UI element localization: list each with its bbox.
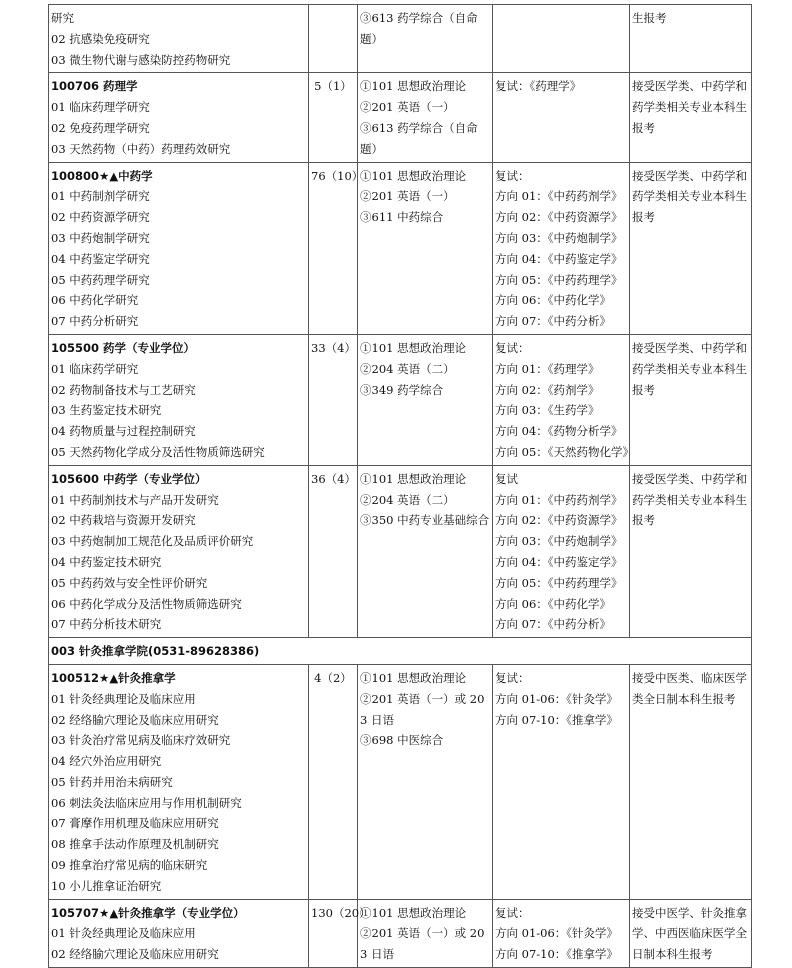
retest-item: 方向 04：《药物分析学》 <box>495 424 623 439</box>
research-direction: 03 生药鉴定技术研究 <box>51 403 162 418</box>
quota-cell <box>309 162 364 334</box>
research-direction: 05 针药并用治未病研究 <box>51 774 173 789</box>
quota-value: 76（10） <box>311 168 364 183</box>
research-direction: 01 针灸经典理论及临床应用 <box>51 926 196 941</box>
retest-item: 方向 06：《中药化学》 <box>495 596 612 611</box>
remark-cell <box>630 664 752 899</box>
major-cell <box>49 5 309 73</box>
research-direction: 06 中药化学研究 <box>51 293 139 308</box>
remark-text: 接受医学类、中药学和药学类相关专业本科生报考 <box>632 168 747 225</box>
research-direction: 05 天然药物化学成分及活性物质筛选研究 <box>51 444 265 459</box>
research-direction: 01 中药制剂技术与产品开发研究 <box>51 492 219 507</box>
exam-subjects-cell <box>358 73 493 162</box>
major-cell <box>49 162 309 334</box>
exam-subject: ②201 英语（一）或 203 日语 <box>360 691 485 727</box>
major-title: 100800★▲中药学 <box>51 168 153 183</box>
retest-item: 方向 02：《中药资源学》 <box>495 513 623 528</box>
major-row <box>49 162 752 334</box>
quota-value: 33（4） <box>311 340 356 355</box>
retest-item: 方向 04：《中药鉴定学》 <box>495 554 623 569</box>
remark-cell <box>630 73 752 162</box>
retest-item: 方向 07：《中药分析》 <box>495 314 612 329</box>
research-direction: 04 中药鉴定学研究 <box>51 251 150 266</box>
research-direction: 02 免疫药理学研究 <box>51 120 150 135</box>
research-direction: 02 抗感染免疫研究 <box>51 31 150 46</box>
exam-subject: ①101 思想政治理论 <box>360 79 467 94</box>
retest-item: 复试： <box>495 905 530 920</box>
research-direction: 10 小儿推拿证治研究 <box>51 878 162 893</box>
exam-subject: ②201 英语（一）或 203 日语 <box>360 926 485 962</box>
department-cell <box>49 638 752 665</box>
research-direction: 02 经络腧穴理论及临床应用研究 <box>51 947 219 962</box>
exam-subject: ①101 思想政治理论 <box>360 905 467 920</box>
remark-text: 接受医学类、中药学和药学类相关专业本科生报考 <box>632 471 747 528</box>
major-title: 100706 药理学 <box>51 79 138 94</box>
exam-subject: ①101 思想政治理论 <box>360 471 467 486</box>
retest-item: 复试 <box>495 471 518 486</box>
retest-item: 方向 07：《中药分析》 <box>495 617 612 632</box>
retest-item: 复试： <box>495 340 530 355</box>
retest-item: 方向 05：《中药药理学》 <box>495 272 623 287</box>
exam-subject: ②201 英语（一） <box>360 100 455 115</box>
major-title: 105500 药学（专业学位） <box>51 340 196 355</box>
major-row <box>49 465 752 637</box>
retest-item: 方向 02：《药剂学》 <box>495 382 600 397</box>
retest-cell <box>493 73 630 162</box>
research-direction: 02 药物制备技术与工艺研究 <box>51 382 196 397</box>
retest-item: 复试： <box>495 168 530 183</box>
major-title: 100512★▲针灸推拿学 <box>51 670 176 685</box>
retest-item: 方向 01：《中药药剂学》 <box>495 492 623 507</box>
exam-subject: ①101 思想政治理论 <box>360 168 467 183</box>
research-direction: 02 经络腧穴理论及临床应用研究 <box>51 712 219 727</box>
research-direction: 03 针灸治疗常见病及临床疗效研究 <box>51 733 231 748</box>
retest-cell <box>493 5 630 73</box>
remark-text: 接受中医学、针灸推拿学、中西医临床医学全日制本科生报考 <box>632 905 747 962</box>
major-cell <box>49 664 309 899</box>
remark-cell <box>630 334 752 465</box>
research-direction: 05 中药药理学研究 <box>51 272 150 287</box>
quota-cell <box>309 899 371 967</box>
exam-subject: ③613 药学综合（自命题） <box>360 120 478 156</box>
exam-subjects-cell <box>358 899 493 967</box>
retest-item: 方向 01-06：《针灸学》 <box>495 926 619 941</box>
major-row <box>49 73 752 162</box>
retest-item: 方向 01-06：《针灸学》 <box>495 691 619 706</box>
retest-item: 方向 03：《中药炮制学》 <box>495 534 623 549</box>
retest-item: 方向 02：《中药资源学》 <box>495 210 623 225</box>
quota-value: 4（2） <box>314 670 352 685</box>
exam-subject: ③350 中药专业基础综合 <box>360 513 490 528</box>
research-direction: 01 中药制剂学研究 <box>51 189 150 204</box>
retest-item: 方向 05：《中药药理学》 <box>495 575 623 590</box>
department-row <box>49 638 752 665</box>
retest-item: 复试： <box>495 670 530 685</box>
exam-subject: ③611 中药综合 <box>360 210 444 225</box>
research-direction: 04 中药鉴定技术研究 <box>51 554 162 569</box>
exam-subject: ③613 药学综合（自命题） <box>360 11 478 46</box>
quota-cell <box>309 334 358 465</box>
retest-item: 复试：《药理学》 <box>495 79 582 94</box>
major-cell <box>49 465 309 637</box>
remark-cell <box>630 899 752 967</box>
major-cell <box>49 899 309 967</box>
exam-subject: ①101 思想政治理论 <box>360 670 467 685</box>
retest-cell <box>493 162 630 334</box>
remark-text: 接受中医类、临床医学类全日制本科生报考 <box>632 670 747 706</box>
retest-item: 方向 05：《天然药物化学》 <box>495 444 635 459</box>
research-direction: 02 中药资源学研究 <box>51 210 150 225</box>
retest-item: 方向 03：《中药炮制学》 <box>495 230 623 245</box>
exam-subject: ②201 英语（一） <box>360 189 455 204</box>
research-direction: 03 天然药物（中药）药理药效研究 <box>51 141 231 156</box>
exam-subject: ③698 中医综合 <box>360 733 444 748</box>
research-direction: 02 中药栽培与资源开发研究 <box>51 513 196 528</box>
research-direction: 研究 <box>51 11 74 25</box>
exam-subjects-cell <box>358 162 493 334</box>
research-direction: 05 中药药效与安全性评价研究 <box>51 575 208 590</box>
major-row <box>49 664 752 899</box>
major-cell <box>49 73 309 162</box>
major-title: 105707★▲针灸推拿学（专业学位） <box>51 905 245 920</box>
exam-subjects-cell <box>358 664 493 899</box>
major-cell <box>49 334 309 465</box>
department-title: 003 针灸推拿学院(0531-89628386) <box>51 644 260 659</box>
remark-cell <box>630 162 752 334</box>
major-row <box>49 334 752 465</box>
research-direction: 01 针灸经典理论及临床应用 <box>51 691 196 706</box>
exam-subject: ①101 思想政治理论 <box>360 340 467 355</box>
exam-subjects-cell <box>358 334 493 465</box>
research-direction: 09 推拿治疗常见病的临床研究 <box>51 858 208 873</box>
retest-item: 方向 03：《生药学》 <box>495 403 600 418</box>
research-direction: 04 药物质量与过程控制研究 <box>51 424 196 439</box>
retest-item: 方向 04：《中药鉴定学》 <box>495 251 623 266</box>
quota-value: 130（20） <box>311 905 371 920</box>
retest-item: 方向 01：《药理学》 <box>495 361 600 376</box>
exam-subjects-cell <box>358 5 493 73</box>
research-direction: 06 中药化学成分及活性物质筛选研究 <box>51 596 242 611</box>
major-row <box>49 899 752 967</box>
remark-cell <box>630 5 752 73</box>
exam-subject: ②204 英语（二） <box>360 361 455 376</box>
remark-text: 接受医学类、中药学和药学类相关专业本科生报考 <box>632 79 747 135</box>
research-direction: 04 经穴外治应用研究 <box>51 754 162 769</box>
research-direction: 08 推拿手法动作原理及机制研究 <box>51 837 219 852</box>
remark-text: 生报考 <box>632 11 667 25</box>
research-direction: 01 临床药学研究 <box>51 361 139 376</box>
research-direction: 03 微生物代谢与感染防控药物研究 <box>51 52 231 67</box>
exam-subjects-cell <box>358 465 493 637</box>
research-direction: 07 中药分析研究 <box>51 314 139 329</box>
quota-value: 5（1） <box>314 79 352 94</box>
retest-item: 方向 07-10：《推拿学》 <box>495 712 619 727</box>
retest-item: 方向 06：《中药化学》 <box>495 293 612 308</box>
research-direction: 01 临床药理学研究 <box>51 100 150 115</box>
exam-subject: ③349 药学综合 <box>360 382 444 397</box>
research-direction: 03 中药炮制学研究 <box>51 230 150 245</box>
remark-cell <box>630 465 752 637</box>
major-title: 105600 中药学（专业学位） <box>51 471 207 486</box>
retest-cell <box>493 664 630 899</box>
retest-cell <box>493 334 635 465</box>
retest-cell <box>493 899 630 967</box>
research-direction: 07 膏摩作用机理及临床应用研究 <box>51 816 219 831</box>
table-body <box>49 5 752 968</box>
quota-cell <box>309 73 358 162</box>
admissions-table <box>48 4 752 968</box>
quota-cell <box>309 465 358 637</box>
major-row <box>49 5 752 73</box>
retest-cell <box>493 465 630 637</box>
quota-value: 36（4） <box>311 471 356 486</box>
retest-item: 方向 01：《中药药剂学》 <box>495 189 623 204</box>
retest-item: 方向 07-10：《推拿学》 <box>495 947 619 962</box>
quota-cell <box>309 664 358 899</box>
remark-text: 接受医学类、中药学和药学类相关专业本科生报考 <box>632 340 747 397</box>
research-direction: 06 刺法灸法临床应用与作用机制研究 <box>51 795 242 810</box>
quota-cell <box>309 5 358 73</box>
exam-subject: ②204 英语（二） <box>360 492 455 507</box>
research-direction: 03 中药炮制加工规范化及品质评价研究 <box>51 534 254 549</box>
research-direction: 07 中药分析技术研究 <box>51 617 162 632</box>
